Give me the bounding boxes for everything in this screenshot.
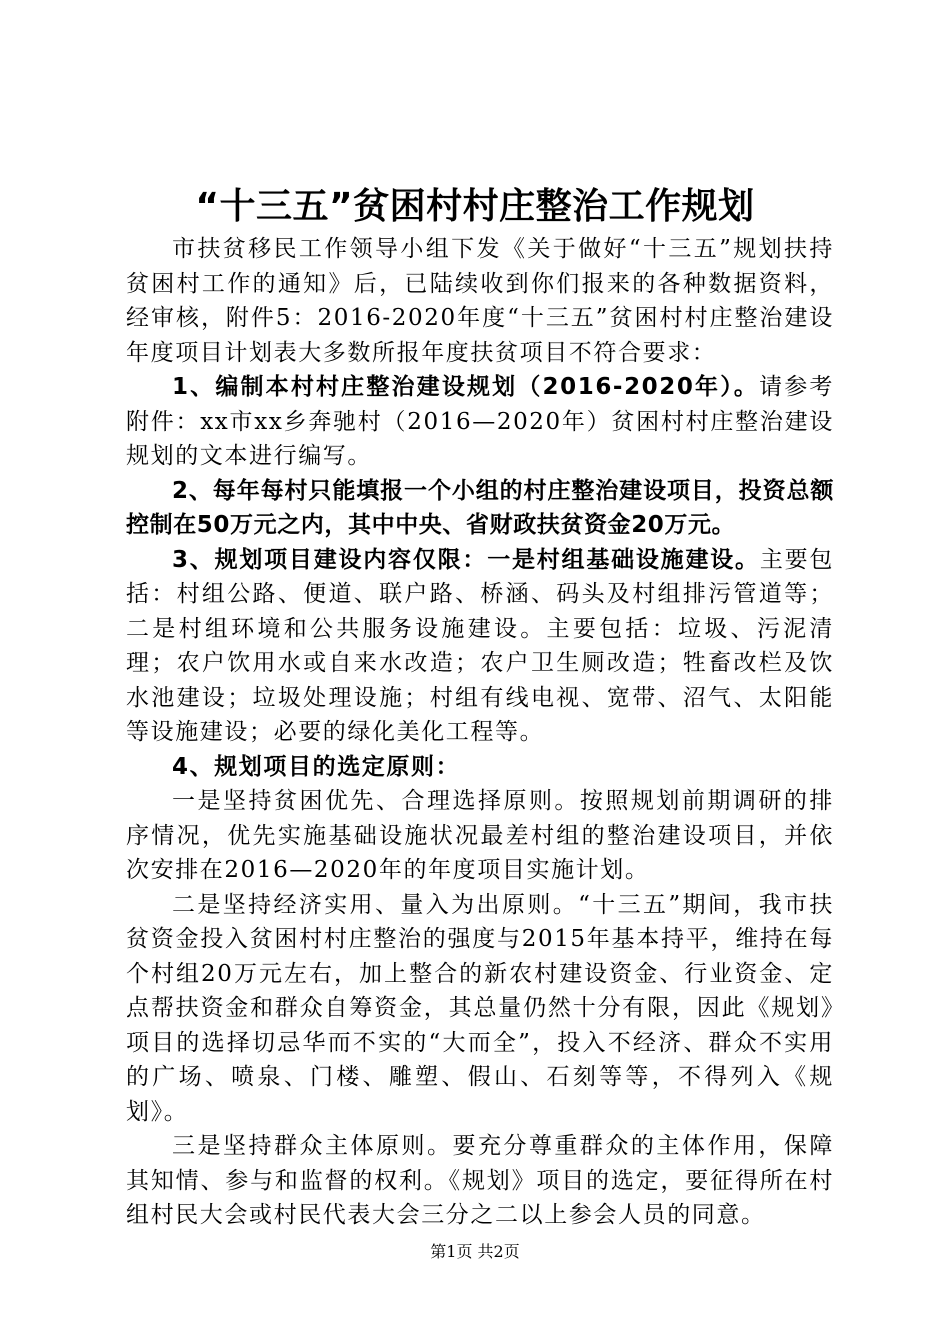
item-4-heading-text: 4、规划项目的选定原则： — [172, 753, 461, 780]
principle-3-paragraph: 三是坚持群众主体原则。要充分尊重群众的主体作用，保障其知情、参与和监督的权利。《规划》项目的选定，要征得所在村组村民大会或村民代表大会三分之二以上参会人员的同意。 — [126, 1133, 834, 1228]
document-body — [126, 232, 834, 1233]
item-4-heading — [126, 750, 834, 785]
item-3-rest: 主要包括：村组公路、便道、联户路、桥涵、码头及村组排污管道等；二是村组环境和公共服务设施建设。主要包括：垃圾、污泥清理；农户饮用水或自来水改造；农户卫生厕改造；牲畜改栏及饮水池建设；垃圾处理设施；村组有线电视、宽带、沼气、太阳能等设施建设；必要的绿化美化工程等。 — [126, 546, 834, 745]
item-3-lead: 3、规划项目建设内容仅限：一是村组基础设施建设。 — [172, 546, 760, 573]
principle-1-paragraph: 一是坚持贫困优先、合理选择原则。按照规划前期调研的排序情况，优先实施基础设施状况最差村组的整治建设项目，并依次安排在2016—2020年的年度项目实施计划。 — [126, 788, 834, 883]
page-number-footer: 第1页 共2页 — [430, 1242, 520, 1261]
item-1-paragraph — [126, 370, 834, 474]
item-3-paragraph — [126, 543, 834, 750]
item-1-lead: 1、编制本村村庄整治建设规划（2016-2020年）。 — [172, 374, 760, 400]
item-1-rest: 请参考附件：xx市xx乡奔驰村（2016—2020年）贫困村村庄整治建设规划的文本进行编写。 — [126, 374, 834, 469]
item-2-paragraph: 2、每年每村只能填报一个小组的村庄整治建设项目，投资总额控制在50万元之内，其中中央、省财政扶贫资金20万元。 — [126, 477, 834, 538]
principle-2-paragraph: 二是坚持经济实用、量入为出原则。“十三五”期间，我市扶贫资金投入贫困村村庄整治的强度与2015年基本持平，维持在每个村组20万元左右，加上整合的新农村建设资金、行业资金、定点帮扶资金和群众自筹资金，其总量仍然十分有限，因此《规划》项目的选择切忌华而不实的“大而全”，投入不经济、群众不实用的广场、喷泉、门楼、雕塑、假山、石刻等等，不得列入《规划》。 — [126, 891, 834, 1125]
intro-paragraph: 市扶贫移民工作领导小组下发《关于做好“十三五”规划扶持贫困村工作的通知》后，已陆续收到你们报来的各种数据资料，经审核，附件5：2016-2020年度“十三五”贫困村村庄整治建设年度项目计划表大多数所报年度扶贫项目不符合要求： — [126, 236, 834, 366]
document-title: “十三五”贫困村村庄整治工作规划 — [195, 186, 755, 227]
